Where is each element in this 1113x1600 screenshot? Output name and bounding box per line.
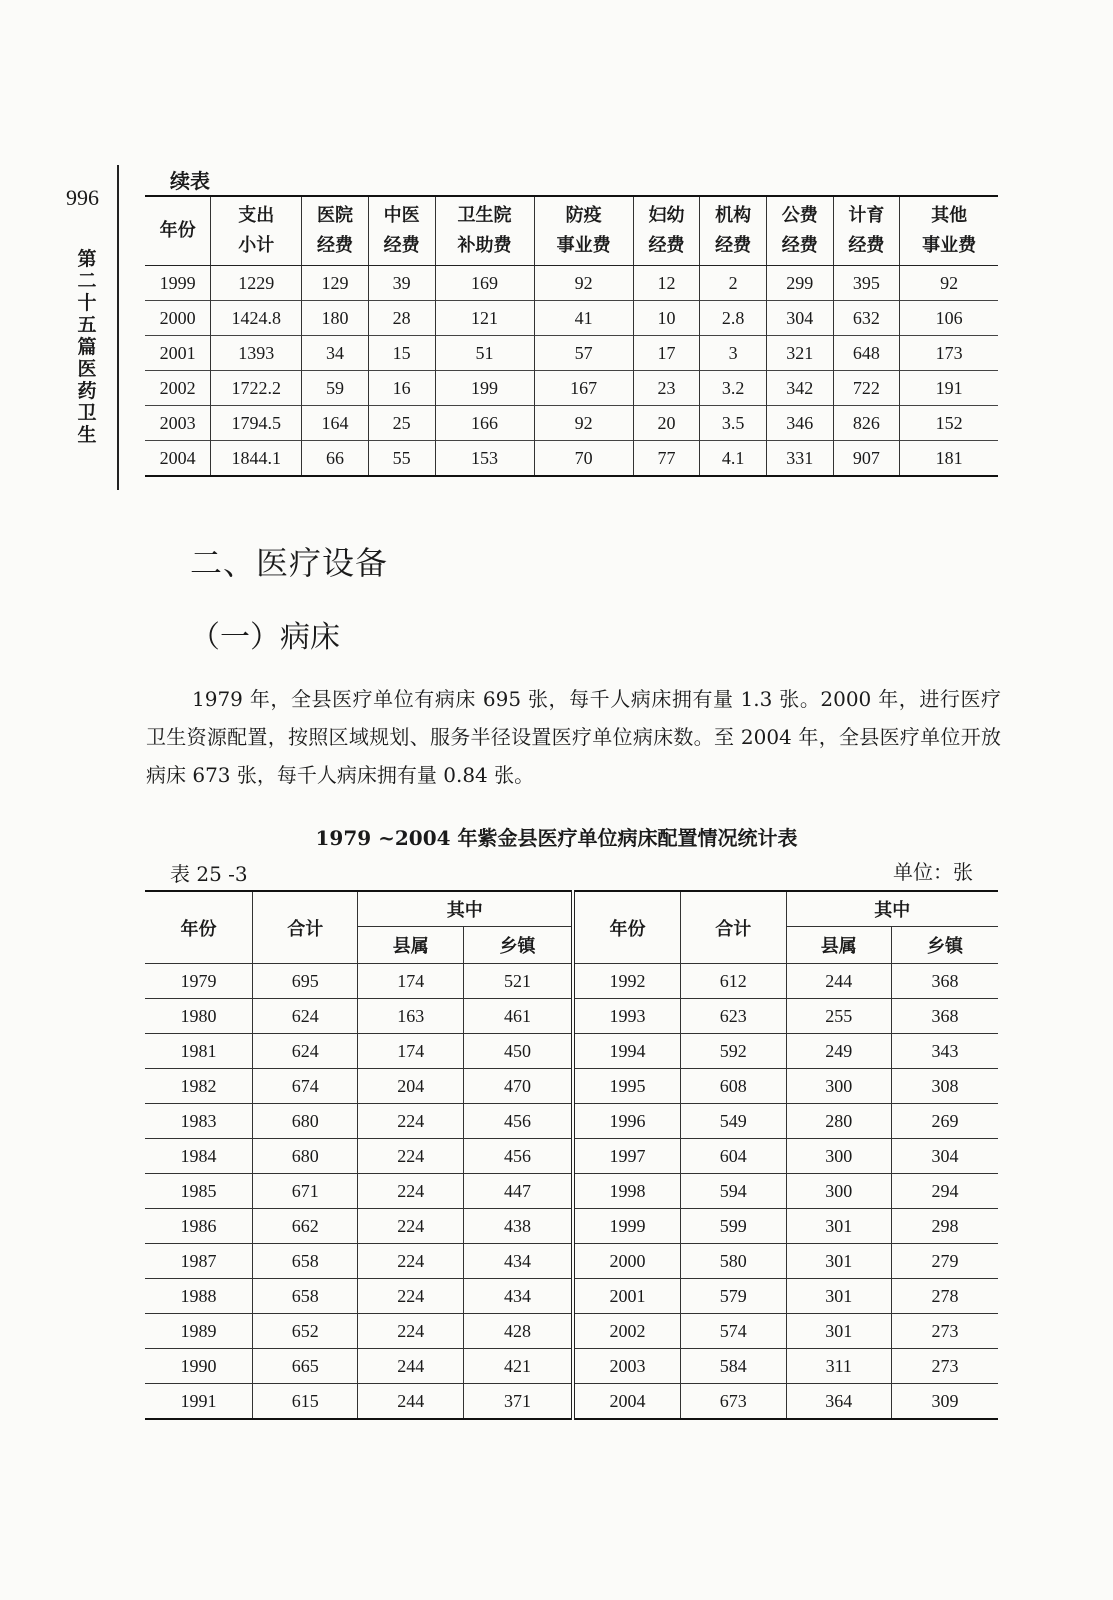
value-cell: 57 — [534, 336, 633, 371]
value-cell: 395 — [833, 266, 900, 301]
value-cell: 1393 — [211, 336, 302, 371]
value-cell: 181 — [900, 441, 998, 477]
year-cell: 1992 — [573, 964, 681, 999]
year-cell: 1986 — [145, 1209, 253, 1244]
expense-header-text: 经费 — [648, 235, 685, 256]
value-cell: 342 — [766, 371, 833, 406]
expense-header-text: 卫生院 — [457, 205, 512, 226]
table-row — [145, 999, 998, 1034]
value-cell: 280 — [786, 1104, 891, 1139]
value-cell: 77 — [633, 441, 700, 477]
side-chapter-title: 第二十五篇 医药 卫生 — [77, 248, 97, 446]
value-cell: 632 — [833, 301, 900, 336]
bed-table-unit: 单位：张 — [893, 860, 973, 884]
subsection-heading: （一）病床 — [190, 620, 340, 655]
value-cell: 624 — [253, 1034, 358, 1069]
value-cell: 1722.2 — [211, 371, 302, 406]
expense-header-cell — [211, 196, 302, 266]
value-cell: 273 — [891, 1349, 998, 1384]
value-cell: 456 — [463, 1104, 573, 1139]
year-cell: 2002 — [145, 371, 211, 406]
body-paragraph: 1979 年，全县医疗单位有病床 695 张，每千人病床拥有量 1.3 张。2000 年，进行医疗卫生资源配置，按照区域规划、服务半径设置医疗单位病床数。至 2004 年，全县医疗单位开放病床 673 张，每千人病床拥有量 0.84 张。 — [146, 687, 1001, 787]
value-cell: 309 — [891, 1384, 998, 1420]
value-cell: 92 — [534, 266, 633, 301]
value-cell: 680 — [253, 1104, 358, 1139]
value-cell: 826 — [833, 406, 900, 441]
value-cell: 304 — [891, 1139, 998, 1174]
value-cell: 20 — [633, 406, 700, 441]
year-cell: 1980 — [145, 999, 253, 1034]
value-cell: 346 — [766, 406, 833, 441]
value-cell: 579 — [681, 1279, 786, 1314]
value-cell: 434 — [463, 1279, 573, 1314]
value-cell: 1844.1 — [211, 441, 302, 477]
bed-header-total-2: 合计 — [681, 891, 786, 964]
year-cell: 1999 — [145, 266, 211, 301]
expense-header-text: 小计 — [238, 235, 275, 256]
year-cell: 2000 — [145, 301, 211, 336]
expense-table — [145, 195, 998, 477]
value-cell: 450 — [463, 1034, 573, 1069]
year-cell: 2003 — [573, 1349, 681, 1384]
value-cell: 163 — [358, 999, 463, 1034]
value-cell: 17 — [633, 336, 700, 371]
table-row — [145, 1034, 998, 1069]
year-cell: 2000 — [573, 1244, 681, 1279]
value-cell: 1229 — [211, 266, 302, 301]
value-cell: 301 — [786, 1244, 891, 1279]
section-heading: 二、医疗设备 — [190, 544, 389, 582]
expense-header-text: 医院 — [317, 205, 354, 226]
value-cell: 343 — [891, 1034, 998, 1069]
value-cell: 311 — [786, 1349, 891, 1384]
table-row — [145, 336, 998, 371]
value-cell: 623 — [681, 999, 786, 1034]
value-cell: 301 — [786, 1314, 891, 1349]
value-cell: 41 — [534, 301, 633, 336]
value-cell: 301 — [786, 1209, 891, 1244]
value-cell: 224 — [358, 1104, 463, 1139]
value-cell: 294 — [891, 1174, 998, 1209]
table-row — [145, 1244, 998, 1279]
expense-header-text: 经费 — [848, 235, 885, 256]
value-cell: 224 — [358, 1279, 463, 1314]
value-cell: 3.2 — [700, 371, 767, 406]
bed-table — [145, 890, 998, 1420]
table-row — [145, 1349, 998, 1384]
value-cell: 269 — [891, 1104, 998, 1139]
value-cell: 580 — [681, 1244, 786, 1279]
value-cell: 584 — [681, 1349, 786, 1384]
value-cell: 92 — [534, 406, 633, 441]
value-cell: 648 — [833, 336, 900, 371]
bed-header-county-2: 县属 — [786, 927, 891, 964]
table-row — [145, 441, 998, 477]
value-cell: 652 — [253, 1314, 358, 1349]
value-cell: 169 — [435, 266, 534, 301]
value-cell: 594 — [681, 1174, 786, 1209]
year-cell: 1983 — [145, 1104, 253, 1139]
value-cell: 722 — [833, 371, 900, 406]
year-cell: 1993 — [573, 999, 681, 1034]
expense-header-text: 计育 — [848, 205, 885, 226]
value-cell: 907 — [833, 441, 900, 477]
table-row — [145, 1139, 998, 1174]
value-cell: 23 — [633, 371, 700, 406]
value-cell: 368 — [891, 999, 998, 1034]
table-row — [145, 406, 998, 441]
value-cell: 224 — [358, 1244, 463, 1279]
value-cell: 300 — [786, 1069, 891, 1104]
value-cell: 308 — [891, 1069, 998, 1104]
year-cell: 2003 — [145, 406, 211, 441]
value-cell: 680 — [253, 1139, 358, 1174]
value-cell: 180 — [302, 301, 369, 336]
year-cell: 1987 — [145, 1244, 253, 1279]
value-cell: 456 — [463, 1139, 573, 1174]
year-cell: 1997 — [573, 1139, 681, 1174]
expense-header-text: 经费 — [317, 235, 354, 256]
expense-header-text: 支出 — [238, 205, 275, 226]
value-cell: 25 — [368, 406, 435, 441]
value-cell: 298 — [891, 1209, 998, 1244]
year-cell: 1981 — [145, 1034, 253, 1069]
value-cell: 695 — [253, 964, 358, 999]
value-cell: 92 — [900, 266, 998, 301]
value-cell: 461 — [463, 999, 573, 1034]
value-cell: 174 — [358, 964, 463, 999]
value-cell: 70 — [534, 441, 633, 477]
value-cell: 434 — [463, 1244, 573, 1279]
value-cell: 224 — [358, 1174, 463, 1209]
value-cell: 438 — [463, 1209, 573, 1244]
value-cell: 166 — [435, 406, 534, 441]
value-cell: 521 — [463, 964, 573, 999]
value-cell: 66 — [302, 441, 369, 477]
value-cell: 421 — [463, 1349, 573, 1384]
value-cell: 300 — [786, 1139, 891, 1174]
expense-header-text: 经费 — [715, 235, 752, 256]
year-cell: 1998 — [573, 1174, 681, 1209]
bed-header-year-2: 年份 — [573, 891, 681, 964]
expense-header-text: 年份 — [159, 220, 196, 241]
value-cell: 106 — [900, 301, 998, 336]
expense-header-text: 其他 — [931, 205, 968, 226]
expense-header-cell — [700, 196, 767, 266]
expense-header-cell — [435, 196, 534, 266]
expense-header-text: 补助费 — [457, 235, 512, 256]
value-cell: 244 — [786, 964, 891, 999]
expense-header-cell — [833, 196, 900, 266]
value-cell: 4.1 — [700, 441, 767, 477]
value-cell: 301 — [786, 1279, 891, 1314]
year-cell: 1995 — [573, 1069, 681, 1104]
value-cell: 12 — [633, 266, 700, 301]
expense-header-text: 中医 — [383, 205, 420, 226]
value-cell: 300 — [786, 1174, 891, 1209]
value-cell: 624 — [253, 999, 358, 1034]
value-cell: 447 — [463, 1174, 573, 1209]
expense-header-text: 公费 — [781, 205, 818, 226]
value-cell: 658 — [253, 1279, 358, 1314]
value-cell: 3.5 — [700, 406, 767, 441]
value-cell: 608 — [681, 1069, 786, 1104]
value-cell: 665 — [253, 1349, 358, 1384]
table-row — [145, 1104, 998, 1139]
table-row — [145, 1174, 998, 1209]
bed-table-number: 表 25 -3 — [170, 862, 248, 886]
value-cell: 174 — [358, 1034, 463, 1069]
table-row — [145, 301, 998, 336]
value-cell: 3 — [700, 336, 767, 371]
year-cell: 1994 — [573, 1034, 681, 1069]
value-cell: 279 — [891, 1244, 998, 1279]
year-cell: 2001 — [573, 1279, 681, 1314]
value-cell: 428 — [463, 1314, 573, 1349]
value-cell: 470 — [463, 1069, 573, 1104]
value-cell: 129 — [302, 266, 369, 301]
bed-header-year: 年份 — [145, 891, 253, 964]
year-cell: 1982 — [145, 1069, 253, 1104]
value-cell: 299 — [766, 266, 833, 301]
value-cell: 164 — [302, 406, 369, 441]
margin-rule — [117, 165, 119, 490]
value-cell: 224 — [358, 1139, 463, 1174]
year-cell: 1996 — [573, 1104, 681, 1139]
value-cell: 204 — [358, 1069, 463, 1104]
value-cell: 371 — [463, 1384, 573, 1420]
value-cell: 2 — [700, 266, 767, 301]
expense-header-cell — [145, 196, 211, 266]
year-cell: 1999 — [573, 1209, 681, 1244]
value-cell: 59 — [302, 371, 369, 406]
value-cell: 55 — [368, 441, 435, 477]
expense-header-cell — [900, 196, 998, 266]
value-cell: 1424.8 — [211, 301, 302, 336]
value-cell: 278 — [891, 1279, 998, 1314]
table-row — [145, 266, 998, 301]
year-cell: 1990 — [145, 1349, 253, 1384]
value-cell: 604 — [681, 1139, 786, 1174]
bed-table-title: 1979 ~2004 年紫金县医疗单位病床配置情况统计表 — [315, 826, 798, 850]
value-cell: 674 — [253, 1069, 358, 1104]
value-cell: 368 — [891, 964, 998, 999]
value-cell: 39 — [368, 266, 435, 301]
value-cell: 16 — [368, 371, 435, 406]
table-row — [145, 1209, 998, 1244]
expense-header-text: 防疫 — [565, 205, 602, 226]
value-cell: 592 — [681, 1034, 786, 1069]
value-cell: 173 — [900, 336, 998, 371]
value-cell: 28 — [368, 301, 435, 336]
value-cell: 34 — [302, 336, 369, 371]
year-cell: 1979 — [145, 964, 253, 999]
value-cell: 244 — [358, 1384, 463, 1420]
bed-header-township-2: 乡镇 — [891, 927, 998, 964]
value-cell: 10 — [633, 301, 700, 336]
expense-header-text: 事业费 — [556, 235, 611, 256]
value-cell: 612 — [681, 964, 786, 999]
value-cell: 574 — [681, 1314, 786, 1349]
year-cell: 1988 — [145, 1279, 253, 1314]
value-cell: 51 — [435, 336, 534, 371]
value-cell: 321 — [766, 336, 833, 371]
year-cell: 2004 — [573, 1384, 681, 1420]
value-cell: 15 — [368, 336, 435, 371]
table-row — [145, 371, 998, 406]
bed-header-among: 其中 — [358, 891, 573, 927]
value-cell: 244 — [358, 1349, 463, 1384]
bed-header-among-2: 其中 — [786, 891, 998, 927]
year-cell: 2001 — [145, 336, 211, 371]
value-cell: 671 — [253, 1174, 358, 1209]
bed-header-township: 乡镇 — [463, 927, 573, 964]
expense-header-text: 经费 — [383, 235, 420, 256]
year-cell: 1991 — [145, 1384, 253, 1420]
value-cell: 153 — [435, 441, 534, 477]
page-number: 996 — [66, 185, 99, 210]
expense-header-text: 妇幼 — [648, 205, 685, 226]
expense-header-cell — [302, 196, 369, 266]
table-row — [145, 1069, 998, 1104]
bed-header-total: 合计 — [253, 891, 358, 964]
value-cell: 191 — [900, 371, 998, 406]
value-cell: 331 — [766, 441, 833, 477]
expense-header-cell — [534, 196, 633, 266]
expense-header-cell — [368, 196, 435, 266]
value-cell: 224 — [358, 1209, 463, 1244]
value-cell: 152 — [900, 406, 998, 441]
table-row — [145, 1384, 998, 1420]
value-cell: 255 — [786, 999, 891, 1034]
expense-header-text: 经费 — [781, 235, 818, 256]
value-cell: 121 — [435, 301, 534, 336]
expense-header-cell — [633, 196, 700, 266]
continued-table-label: 续表 — [170, 169, 210, 193]
year-cell: 2002 — [573, 1314, 681, 1349]
table-row — [145, 1279, 998, 1314]
value-cell: 599 — [681, 1209, 786, 1244]
value-cell: 615 — [253, 1384, 358, 1420]
value-cell: 549 — [681, 1104, 786, 1139]
value-cell: 224 — [358, 1314, 463, 1349]
value-cell: 249 — [786, 1034, 891, 1069]
value-cell: 364 — [786, 1384, 891, 1420]
value-cell: 673 — [681, 1384, 786, 1420]
value-cell: 658 — [253, 1244, 358, 1279]
year-cell: 1989 — [145, 1314, 253, 1349]
year-cell: 1985 — [145, 1174, 253, 1209]
expense-header-text: 事业费 — [922, 235, 977, 256]
value-cell: 1794.5 — [211, 406, 302, 441]
year-cell: 2004 — [145, 441, 211, 477]
expense-header-text: 机构 — [715, 205, 752, 226]
value-cell: 199 — [435, 371, 534, 406]
bed-header-county: 县属 — [358, 927, 463, 964]
value-cell: 273 — [891, 1314, 998, 1349]
value-cell: 304 — [766, 301, 833, 336]
year-cell: 1984 — [145, 1139, 253, 1174]
value-cell: 167 — [534, 371, 633, 406]
expense-header-cell — [766, 196, 833, 266]
table-row — [145, 1314, 998, 1349]
value-cell: 662 — [253, 1209, 358, 1244]
table-row — [145, 964, 998, 999]
value-cell: 2.8 — [700, 301, 767, 336]
